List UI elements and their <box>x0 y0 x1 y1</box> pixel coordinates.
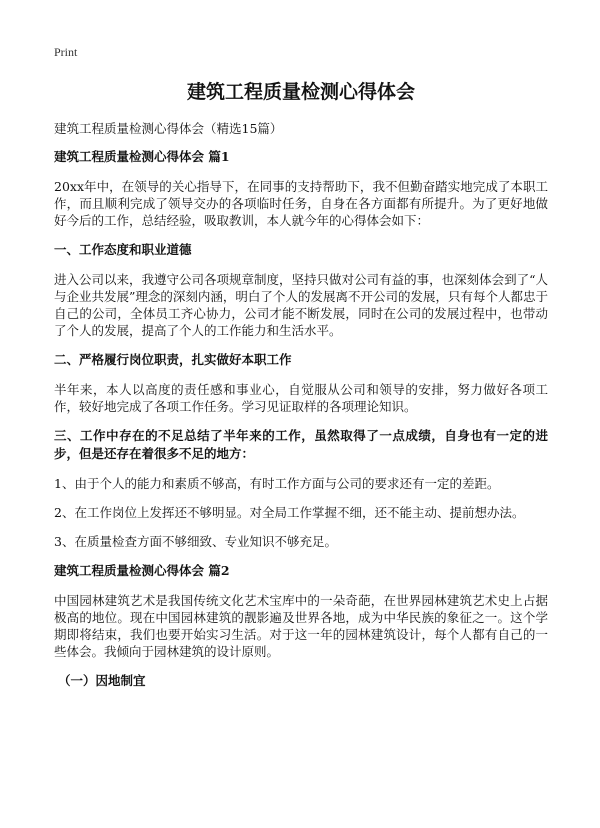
article-1-paragraph-2: 半年来，本人以高度的责任感和事业心，自觉服从公司和领导的安排，努力做好各项工作，较好地完成了各项工作任务。学习见证取样的各项理论知识。 <box>54 382 548 414</box>
article-1-heading-1: 一、工作态度和职业道德 <box>54 242 192 257</box>
print-label[interactable]: Print <box>54 45 78 59</box>
article-1-heading: 建筑工程质量检测心得体会 篇1 <box>54 149 230 164</box>
article-1-heading-3: 三、工作中存在的不足总结了半年来的工作，虽然取得了一点成绩，自身也有一定的进步，但是还存在着很多不足的地方： <box>54 428 548 461</box>
document-title: 建筑工程质量检测心得体会 <box>186 81 415 103</box>
article-1-list-item-3: 3、在质量检查方面不够细致、专业知识不够充足。 <box>54 534 337 549</box>
article-1-list-item-1: 1、由于个人的能力和素质不够高，有时工作方面与公司的要求还有一定的差距。 <box>54 476 500 491</box>
article-2-heading: 建筑工程质量检测心得体会 篇2 <box>54 563 230 578</box>
article-2-intro: 中国园林建筑艺术是我国传统文化艺术宝库中的一朵奇葩，在世界园林建筑艺术史上占据极高的地位。现在中国园林建筑的靓影遍及世界各地，成为中华民族的象征之一。这个学期即将结束，我们也要开始实习生活。对于这一年的园林建筑设计，每个人都有自己的一些体会。我倾向于园林建筑的设计原则。 <box>54 593 548 659</box>
article-1-heading-2: 二、严格履行岗位职责，扎实做好本职工作 <box>54 352 292 367</box>
document-subtitle: 建筑工程质量检测心得体会（精选15篇） <box>54 121 283 136</box>
article-1-paragraph-1: 进入公司以来，我遵守公司各项规章制度，坚持只做对公司有益的事，也深刻体会到了“人与企业共发展”理念的深刻内涵，明白了个人的发展离不开公司的发展，只有每个人都忠于自己的公司，全体员工齐心协力，公司才能不断发展，同时在公司的发展过程中，也带动了个人的发展，提高了个人的工作能力和生活水平。 <box>54 272 548 338</box>
article-1-intro: 20xx年中，在领导的关心指导下，在同事的支持帮助下，我不但勤奋踏实地完成了本职工作，而且顺利完成了领导交办的各项临时任务，自身在各方面都有所提升。为了更好地做好今后的工作，总结经验，吸取教训，本人就今年的心得体会如下： <box>54 179 548 228</box>
article-2-heading-1: （一）因地制宜 <box>58 673 146 688</box>
article-1-list-item-2: 2、在工作岗位上发挥还不够明显。对全局工作掌握不细，还不能主动、提前想办法。 <box>54 505 525 520</box>
